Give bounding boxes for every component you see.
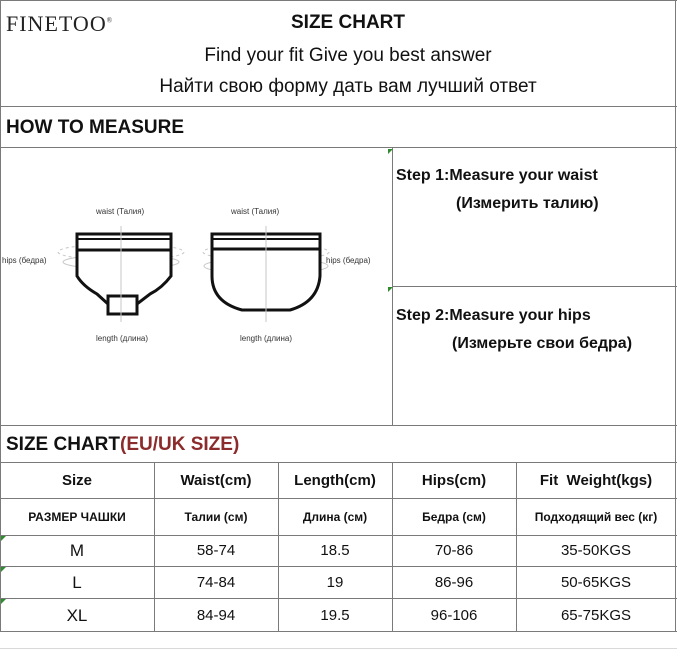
header-length-ru: Длина (см)	[302, 510, 368, 524]
divider-steps	[392, 286, 677, 287]
row-l-weight: 50-65KGS	[560, 574, 632, 591]
header-hips: Hips(cm)	[421, 472, 487, 489]
header-size: Size	[61, 472, 92, 489]
row-m-hips: 70-86	[434, 542, 474, 559]
label-hips-front: hips (бедра)	[2, 256, 47, 265]
header-waist: Waist(cm)	[180, 472, 252, 489]
header-length: Length(cm)	[294, 472, 376, 489]
row-l-waist: 74-84	[196, 574, 236, 591]
header-waist-ru: Талии (см)	[184, 510, 248, 524]
row-m-size: M	[69, 541, 85, 560]
row-xl-hips: 96-106	[430, 607, 478, 624]
subtitle-en: Find your fit Give you best answer	[204, 45, 492, 66]
divider-measure-body	[0, 425, 677, 426]
row-l-length: 19	[326, 574, 344, 591]
cell-marker	[388, 149, 393, 154]
header-size-ru: РАЗМЕР ЧАШКИ	[28, 510, 126, 524]
divider-row-l	[0, 598, 677, 599]
row-xl-weight: 65-75KGS	[560, 607, 632, 624]
label-length-back: length (длина)	[240, 334, 293, 343]
row-l-size: L	[72, 573, 82, 592]
row-xl-waist: 84-94	[196, 607, 236, 624]
size-chart-title: SIZE CHART(EU/UK SIZE)	[6, 434, 240, 455]
row-m-length: 18.5	[320, 542, 350, 559]
step2-ru: (Измерьте свои бедра)	[452, 335, 633, 352]
sheet-gridline	[0, 648, 677, 649]
row-m-weight: 35-50KGS	[560, 542, 632, 559]
cell-marker	[1, 599, 6, 604]
header-weight: Fit Weight(kgs)	[539, 472, 653, 489]
divider-row-xl	[0, 631, 677, 632]
cell-marker	[388, 287, 393, 292]
brand-logo: FINETOO®	[6, 11, 114, 36]
label-hips-back: hips (бедра)	[326, 256, 371, 265]
label-waist-front: waist (Талия)	[96, 207, 145, 216]
divider-chart-title	[0, 462, 677, 463]
measurement-diagram	[0, 148, 392, 424]
row-xl-length: 19.5	[320, 607, 350, 624]
row-l-hips: 86-96	[434, 574, 474, 591]
border-right	[675, 0, 676, 632]
divider-header-ru	[0, 535, 677, 536]
cell-marker	[1, 567, 6, 572]
divider-header-en	[0, 498, 677, 499]
header-weight-ru: Подходящий вес (кг)	[534, 510, 658, 524]
how-to-measure-title: HOW TO MEASURE	[6, 117, 185, 138]
row-m-waist: 58-74	[196, 542, 236, 559]
divider-row-m	[0, 566, 677, 567]
page-title: SIZE CHART	[291, 12, 405, 33]
step2-en: Step 2:Measure your hips	[396, 307, 591, 324]
brief-back-figure	[203, 226, 329, 322]
step1-en: Step 1:Measure your waist	[396, 167, 598, 184]
step1-ru: (Измерить талию)	[456, 195, 599, 212]
row-xl-size: XL	[66, 606, 88, 625]
border-top	[0, 0, 677, 1]
subtitle-ru: Найти свою форму дать вам лучший ответ	[159, 76, 537, 97]
divider-header	[0, 106, 677, 107]
header-hips-ru: Бедра (см)	[422, 510, 486, 524]
brief-front-figure	[58, 226, 184, 322]
label-waist-back: waist (Талия)	[231, 207, 280, 216]
label-length-front: length (длина)	[96, 334, 149, 343]
